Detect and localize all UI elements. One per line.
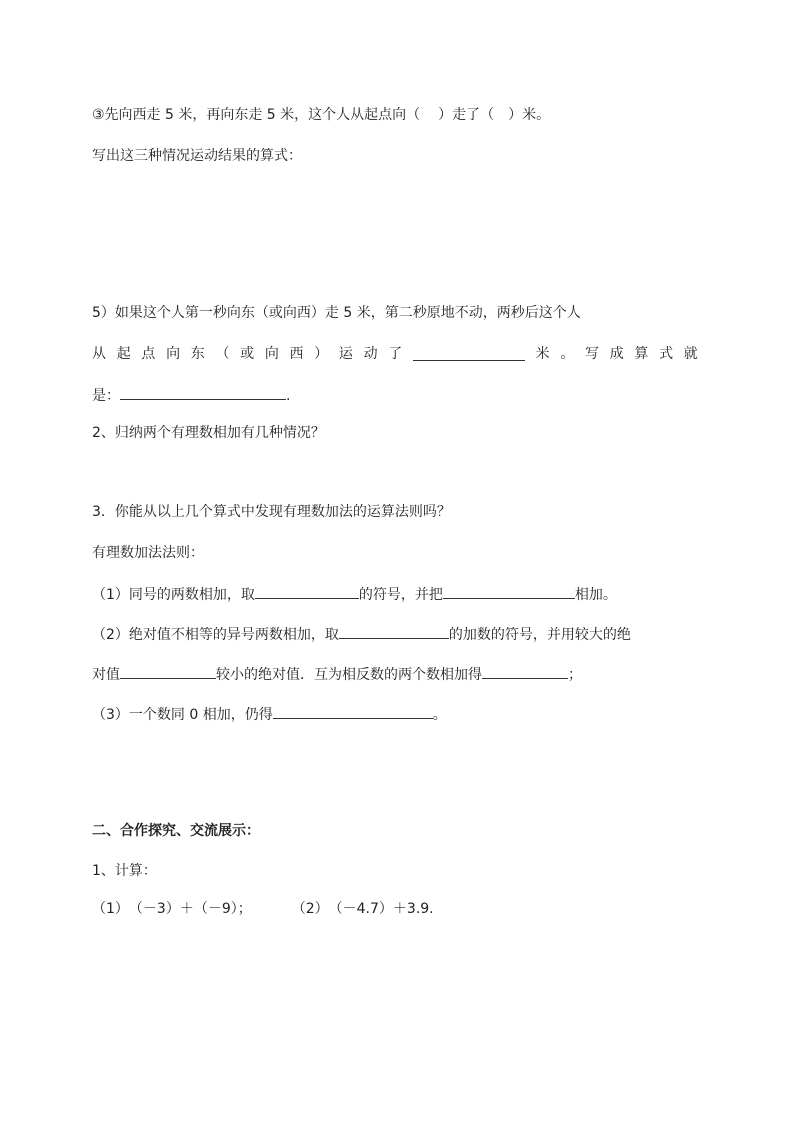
rule-2-text-a: （2）绝对值不相等的异号两数相加，取 <box>92 627 339 643</box>
rule-3-text-b: 。 <box>432 707 447 723</box>
rule-2 <box>92 622 631 645</box>
q5-line2-char: 东 <box>190 346 205 362</box>
write-formula-prompt: 写出这三种情况运动结果的算式： <box>92 148 302 164</box>
q5-line2-tail-char: 成 <box>609 346 624 362</box>
rule-1-blank-2[interactable] <box>443 582 575 599</box>
calc-title: 1、计算： <box>92 863 157 879</box>
question-5-line-2 <box>92 344 698 364</box>
q5-line2-char: 动 <box>363 346 378 362</box>
question-5-line-1: 5）如果这个人第一秒向东（或向西）走 5 米，第二秒原地不动，两秒后这个人 <box>92 305 581 321</box>
q3-text-3: ）米。 <box>508 107 551 123</box>
q5-line3-end: . <box>286 388 291 404</box>
calc-item-1: （1） （－3）＋（－9）； <box>92 901 252 917</box>
rule-2-blank-1[interactable] <box>339 622 449 639</box>
q5-line2-char: 起 <box>116 346 131 362</box>
answer-blank-formula[interactable] <box>120 383 286 400</box>
q5-line2-tail-char: 式 <box>659 346 674 362</box>
q3-text-2: ）走了（ <box>438 107 495 123</box>
q5-line2-char: 或 <box>240 346 255 362</box>
q5-line2-tail-char: 就 <box>683 346 698 362</box>
calc-items <box>92 899 434 919</box>
question-3-line <box>92 105 550 125</box>
q5-line2-char: 西 <box>289 346 304 362</box>
rule-2-blank-2[interactable] <box>120 662 216 679</box>
rule-2b-text-b: 较小的绝对值．互为相反数的两个数相加得 <box>216 667 482 683</box>
rule-2b-text-a: 对值 <box>92 667 120 683</box>
q5-line2-char: 了 <box>388 346 403 362</box>
section-2-title: 二、合作探究、交流展示： <box>92 823 260 839</box>
q5-line2-char: 运 <box>338 346 353 362</box>
rule-2-blank-3[interactable] <box>482 662 568 679</box>
q5-line3-start: 是： <box>92 388 120 404</box>
rule-3-blank[interactable] <box>273 702 433 719</box>
q5-line2-char: （ <box>215 346 230 362</box>
rule-1-text-b: 的符号，并把 <box>358 587 443 603</box>
q3-text-1: ③先向西走 5 米，再向东走 5 米，这个人从起点向（ <box>92 107 421 123</box>
q5-line2-tail-char: 米 <box>535 346 550 362</box>
q5-line2-tail-char: 写 <box>585 346 599 362</box>
rule-1-text-a: （1）同号的两数相加，取 <box>92 587 255 603</box>
rule-1-blank-1[interactable] <box>255 582 359 599</box>
q5-line2-char: 点 <box>141 346 156 362</box>
rule-2-continued <box>92 662 582 685</box>
q5-line2-char: 向 <box>166 346 181 362</box>
rules-title: 有理数加法法则： <box>92 545 204 561</box>
calc-item-2: （2） （－4.7）＋3.9. <box>291 901 434 917</box>
q5-line2-char: 向 <box>264 346 279 362</box>
summary-question-3: 3．你能从以上几个算式中发现有理数加法的运算法则吗？ <box>92 504 451 520</box>
question-5-line-3 <box>92 383 290 406</box>
rule-3 <box>92 702 447 725</box>
rule-1-text-c: 相加。 <box>574 587 617 603</box>
rule-2b-text-c: ； <box>568 667 582 683</box>
answer-blank-distance[interactable] <box>413 344 525 361</box>
summary-question-2: 2、归纳两个有理数相加有几种情况？ <box>92 425 325 441</box>
q5-line2-tail-char: 。 <box>560 346 575 362</box>
q5-line2-tail-char: 算 <box>634 346 649 362</box>
q5-line2-char: 从 <box>92 346 106 362</box>
q5-line2-char: ） <box>314 346 329 362</box>
rule-1 <box>92 582 617 605</box>
rule-3-text-a: （3）一个数同 0 相加，仍得 <box>92 707 273 723</box>
rule-2-text-b: 的加数的符号，并用较大的绝 <box>448 627 631 643</box>
